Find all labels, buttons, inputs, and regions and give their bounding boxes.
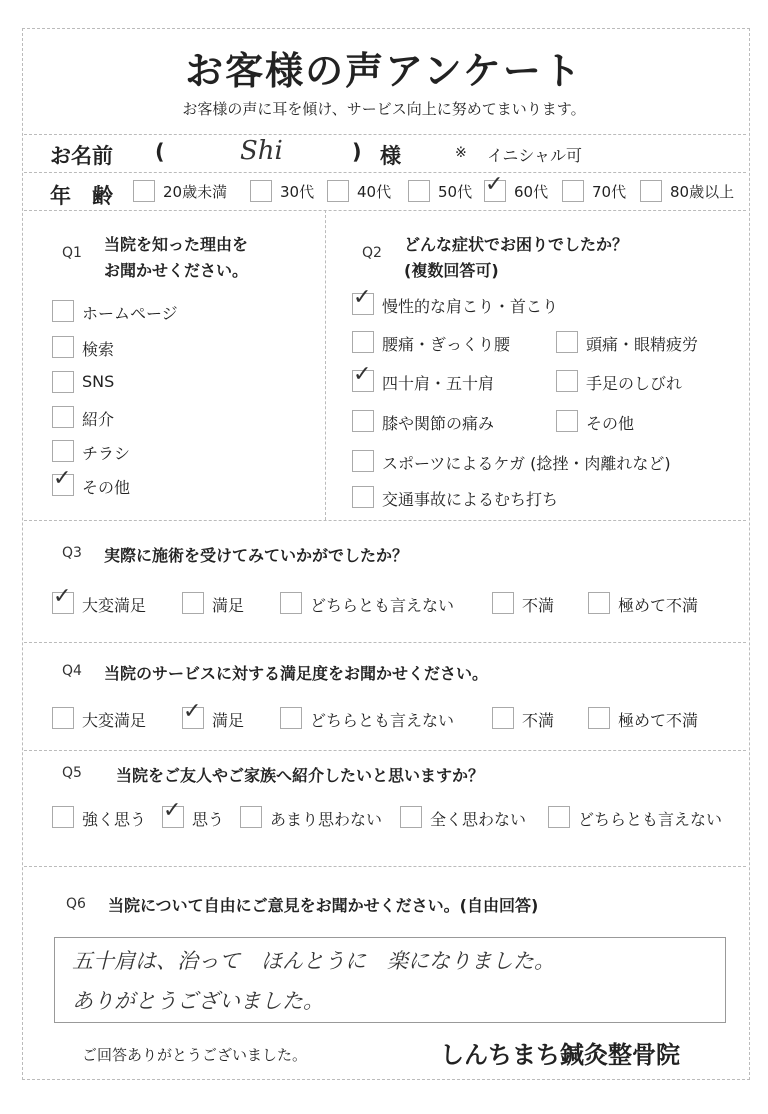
q2-text-line2: (複数回答可) [404,261,499,280]
age-checkbox[interactable] [327,180,349,202]
age-option-label: 20歳未満 [163,183,228,201]
name-label: お名前 [50,144,113,168]
q2-checkbox[interactable] [556,370,578,392]
q1-number: Q1 [62,245,82,261]
age-option-label: 40代 [357,183,392,201]
check-mark-icon: ✓ [163,798,182,823]
age-option-label: 80歳以上 [670,183,735,201]
column-divider [325,210,326,520]
age-checkbox[interactable] [562,180,584,202]
divider [24,642,746,643]
age-checkbox[interactable] [408,180,430,202]
age-option-label: 30代 [280,183,315,201]
q3-checkbox[interactable] [588,592,610,614]
q4-option-label: 極めて不満 [618,711,699,730]
note-mark: ※ [455,145,467,161]
q5-option-label: 思う [192,810,225,829]
q3-checkbox[interactable] [492,592,514,614]
q2-option-label: 交通事故によるむち打ち [382,490,559,509]
q5-text: 当院をご友人やご家族へ紹介したいと思いますか？ [116,766,485,785]
q5-option-label: どちらとも言えない [578,810,723,829]
q1-option-label: 紹介 [82,410,115,429]
q5-checkbox[interactable] [400,806,422,828]
q5-option-label: あまり思わない [270,810,383,829]
q3-option-label: 極めて不満 [618,596,699,615]
q5-checkbox[interactable] [548,806,570,828]
q3-option-label: 大変満足 [82,596,147,615]
q4-text: 当院のサービスに対する満足度をお聞かせください。 [104,664,489,683]
divider [24,210,746,211]
divider [24,172,746,173]
q4-option-label: 満足 [212,711,245,730]
q4-option-label: どちらとも言えない [310,711,455,730]
q2-option-label: 手足のしびれ [586,374,683,393]
q2-checkbox[interactable] [352,410,374,432]
q2-checkbox[interactable] [556,410,578,432]
q1-option-label: SNS [82,372,115,391]
q5-option-label: 強く思う [82,810,147,829]
check-mark-icon: ✓ [485,172,504,197]
q2-option-label: スポーツによるケガ (捻挫・肉離れなど) [382,454,671,473]
q3-option-label: 不満 [522,596,555,615]
initial-note: イニシャル可 [487,146,583,165]
name-suffix: 様 [380,144,401,168]
check-mark-icon: ✓ [353,285,372,310]
q1-checkbox[interactable] [52,371,74,393]
q2-option-label: 四十肩・五十肩 [382,374,495,393]
divider [24,520,746,521]
q4-option-label: 大変満足 [82,711,147,730]
age-option-label: 60代 [514,183,549,201]
q1-text-line2: お聞かせください。 [104,261,249,280]
age-option-label: 70代 [592,183,627,201]
q5-checkbox[interactable] [240,806,262,828]
q1-text-line1: 当院を知った理由を [104,235,249,254]
age-checkbox[interactable] [640,180,662,202]
q1-option-label: チラシ [82,444,131,463]
q4-checkbox[interactable] [492,707,514,729]
q4-option-label: 不満 [522,711,555,730]
q2-option-label: 頭痛・眼精疲労 [586,335,699,354]
q6-answer-line1: 五十肩は、治って ほんとうに 楽になりました。 [72,949,555,973]
q5-number: Q5 [62,765,82,781]
q6-number: Q6 [66,896,86,912]
q2-option-label: 膝や関節の痛み [382,414,495,433]
q4-checkbox[interactable] [588,707,610,729]
q3-checkbox[interactable] [280,592,302,614]
q4-number: Q4 [62,663,82,679]
q3-option-label: どちらとも言えない [310,596,455,615]
paren-open: ( [155,140,165,164]
q3-option-label: 満足 [212,596,245,615]
check-mark-icon: ✓ [183,699,202,724]
age-checkbox[interactable] [133,180,155,202]
q2-option-label: その他 [586,414,635,433]
check-mark-icon: ✓ [53,466,72,491]
q2-option-label: 慢性的な肩こり・首こり [382,297,559,316]
q4-checkbox[interactable] [280,707,302,729]
q2-option-label: 腰痛・ぎっくり腰 [382,335,511,354]
q3-checkbox[interactable] [182,592,204,614]
check-mark-icon: ✓ [53,584,72,609]
q2-checkbox[interactable] [352,486,374,508]
age-option-label: 50代 [438,183,473,201]
age-label: 年 齢 [50,184,113,208]
divider [24,866,746,867]
q2-text-line1: どんな症状でお困りでしたか？ [404,235,629,254]
divider [24,750,746,751]
handwritten-name[interactable]: Shi [240,136,283,166]
q2-checkbox[interactable] [352,331,374,353]
q5-option-label: 全く思わない [430,810,527,829]
q2-checkbox[interactable] [556,331,578,353]
q5-checkbox[interactable] [52,806,74,828]
q1-checkbox[interactable] [52,336,74,358]
thanks-text: ご回答ありがとうございました。 [82,1046,308,1064]
q1-checkbox[interactable] [52,440,74,462]
clinic-name: しんちまち鍼灸整骨院 [440,1041,680,1069]
q4-checkbox[interactable] [52,707,74,729]
page-subtitle: お客様の声に耳を傾け、サービス向上に努めてまいります。 [182,100,586,118]
q2-checkbox[interactable] [352,450,374,472]
age-checkbox[interactable] [250,180,272,202]
q6-text: 当院について自由にご意見をお聞かせください。(自由回答) [108,896,539,915]
q3-number: Q3 [62,545,82,561]
q6-answer-line2: ありがとうございました。 [72,989,324,1013]
q1-checkbox[interactable] [52,406,74,428]
paren-close: ) [352,140,362,164]
check-mark-icon: ✓ [353,362,372,387]
q1-checkbox[interactable] [52,300,74,322]
q2-number: Q2 [362,245,382,261]
q1-option-label: その他 [82,478,131,497]
q1-option-label: ホームページ [82,304,178,323]
q1-option-label: 検索 [82,340,115,359]
q3-text: 実際に施術を受けてみていかがでしたか？ [104,546,409,565]
divider [24,134,746,135]
page-title: お客様の声アンケート [185,49,583,93]
